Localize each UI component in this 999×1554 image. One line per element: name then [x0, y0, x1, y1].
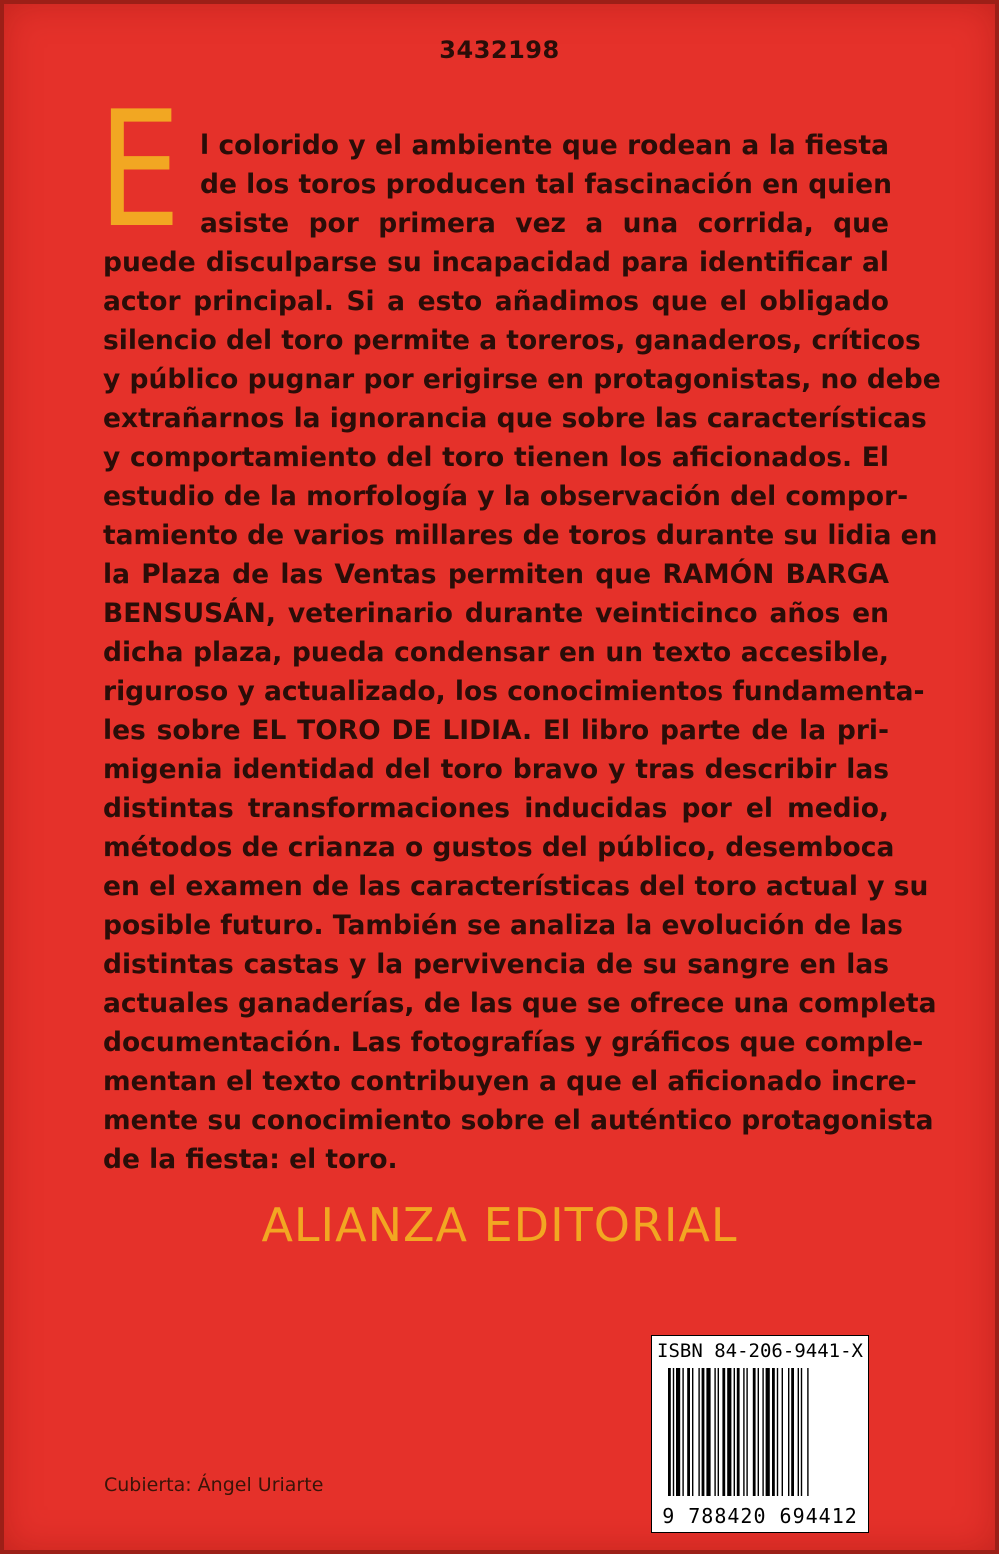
- blurb-line: de los toros producen tal fascinación en quien: [200, 169, 892, 200]
- isbn-barcode-box: [651, 1335, 869, 1533]
- blurb-line: distintas transformaciones inducidas por el medio,: [103, 793, 889, 824]
- blurb-line: actor principal. Si a esto añadimos que el obligado: [103, 286, 889, 317]
- drop-cap-letter: E: [98, 76, 181, 263]
- blurb-line: métodos de crianza o gustos del público, desemboca: [103, 832, 895, 863]
- blurb-line: BENSUSÁN, veterinario durante veinticinco años en: [103, 598, 889, 629]
- ean-number: 9 788420 694412: [662, 1504, 858, 1528]
- publisher-logo: ALIANZA EDITORIAL: [261, 1198, 738, 1252]
- barcode-icon: [666, 1368, 854, 1496]
- blurb-line: puede disculparse su incapacidad para identificar al: [103, 247, 889, 278]
- blurb-line: riguroso y actualizado, los conocimientos fundamenta-: [103, 676, 925, 707]
- cover-credits: Cubierta: Ángel Uriarte: [104, 1474, 324, 1496]
- blurb-line: posible futuro. También se analiza la evolución de las: [103, 910, 903, 941]
- blurb-line: en el examen de las características del toro actual y su: [103, 871, 929, 902]
- blurb-line: les sobre EL TORO DE LIDIA. El libro parte de la pri-: [103, 715, 889, 746]
- blurb-line: estudio de la morfología y la observación del compor-: [103, 481, 909, 512]
- blurb-line: tamiento de varios millares de toros durante su lidia en: [103, 520, 938, 551]
- blurb-line: migenia identidad del toro bravo y tras describir las: [103, 754, 889, 785]
- blurb-line: asiste por primera vez a una corrida, que: [200, 208, 889, 239]
- blurb-line: actuales ganaderías, de las que se ofrece una completa: [103, 988, 937, 1019]
- blurb-line: dicha plaza, pueda condensar en un texto accesible,: [103, 637, 889, 668]
- blurb-line: silencio del toro permite a toreros, ganaderos, críticos: [103, 325, 921, 356]
- blurb-line: extrañarnos la ignorancia que sobre las características: [103, 403, 927, 434]
- blurb-line: de la fiesta: el toro.: [103, 1144, 398, 1175]
- blurb-line: documentación. Las fotografías y gráficos que comple-: [103, 1027, 924, 1058]
- blurb-line: mentan el texto contribuyen a que el aficionado incre-: [103, 1066, 917, 1097]
- catalog-number: 3432198: [439, 36, 560, 64]
- blurb-line: l colorido y el ambiente que rodean a la fiesta: [200, 130, 889, 161]
- blurb-line: y comportamiento del toro tienen los aficionados. El: [103, 442, 889, 473]
- blurb-line: la Plaza de las Ventas permiten que RAMÓN BARGA: [103, 559, 889, 590]
- blurb-line: distintas castas y la pervivencia de su sangre en las: [103, 949, 889, 980]
- isbn-label: ISBN 84-206-9441-X: [657, 1340, 863, 1362]
- blurb-line: mente su conocimiento sobre el auténtico protagonista: [103, 1105, 934, 1136]
- blurb-line: y público pugnar por erigirse en protagonistas, no debe: [103, 364, 941, 395]
